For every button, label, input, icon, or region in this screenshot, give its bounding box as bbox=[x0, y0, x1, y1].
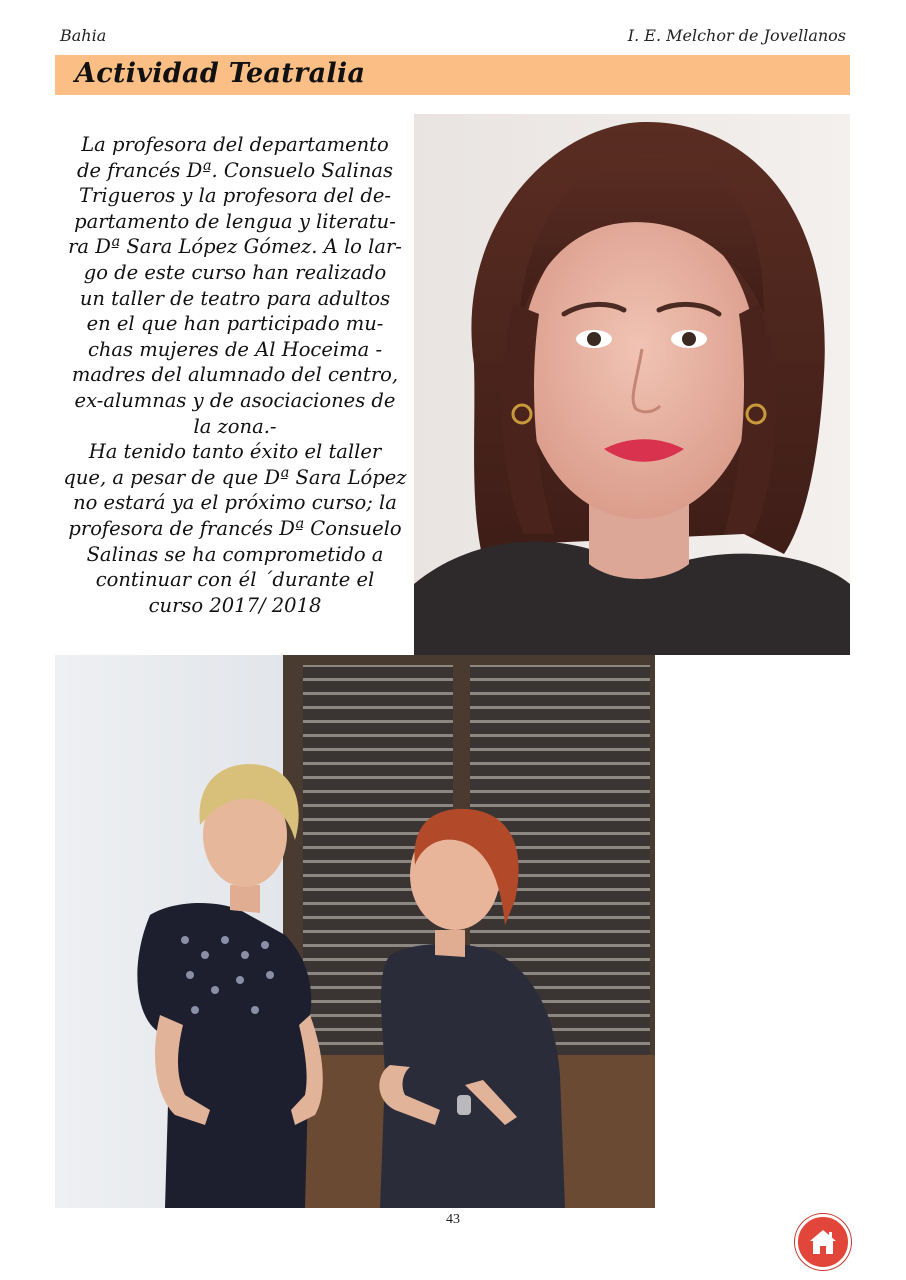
portrait-photo bbox=[414, 114, 850, 655]
group-photo bbox=[55, 655, 655, 1208]
header-school-name: I. E. Melchor de Jovellanos bbox=[627, 26, 846, 45]
section-title: Actividad Teatralia bbox=[75, 58, 366, 89]
page-number: 43 bbox=[446, 1212, 460, 1227]
home-button[interactable] bbox=[795, 1214, 851, 1270]
home-icon bbox=[807, 1226, 839, 1258]
header-publication-name: Bahia bbox=[60, 26, 107, 45]
section-title-bar bbox=[55, 55, 850, 95]
article-text: La profesora del departamento de francés Dª. Consuelo Salinas Trigueros y la profesora del de- partamento de lengua y literatu- ra Dª Sara López Gómez. A lo lar- go de este curso han realizado un taller de teatro para adultos en el que han participado mu- chas mujeres de Al Hoceima - madres del alumnado del centro, ex-alumnas y de asociaciones de la zona.- Ha tenido tanto éxito el taller que, a pesar de que Dª Sara López no estará ya el próximo curso; la profesora de francés Dª Consuelo Salinas se ha comprometido a continuar con él ´durante el curso 2017/ 2018 bbox=[63, 133, 407, 617]
running-header bbox=[60, 26, 846, 48]
